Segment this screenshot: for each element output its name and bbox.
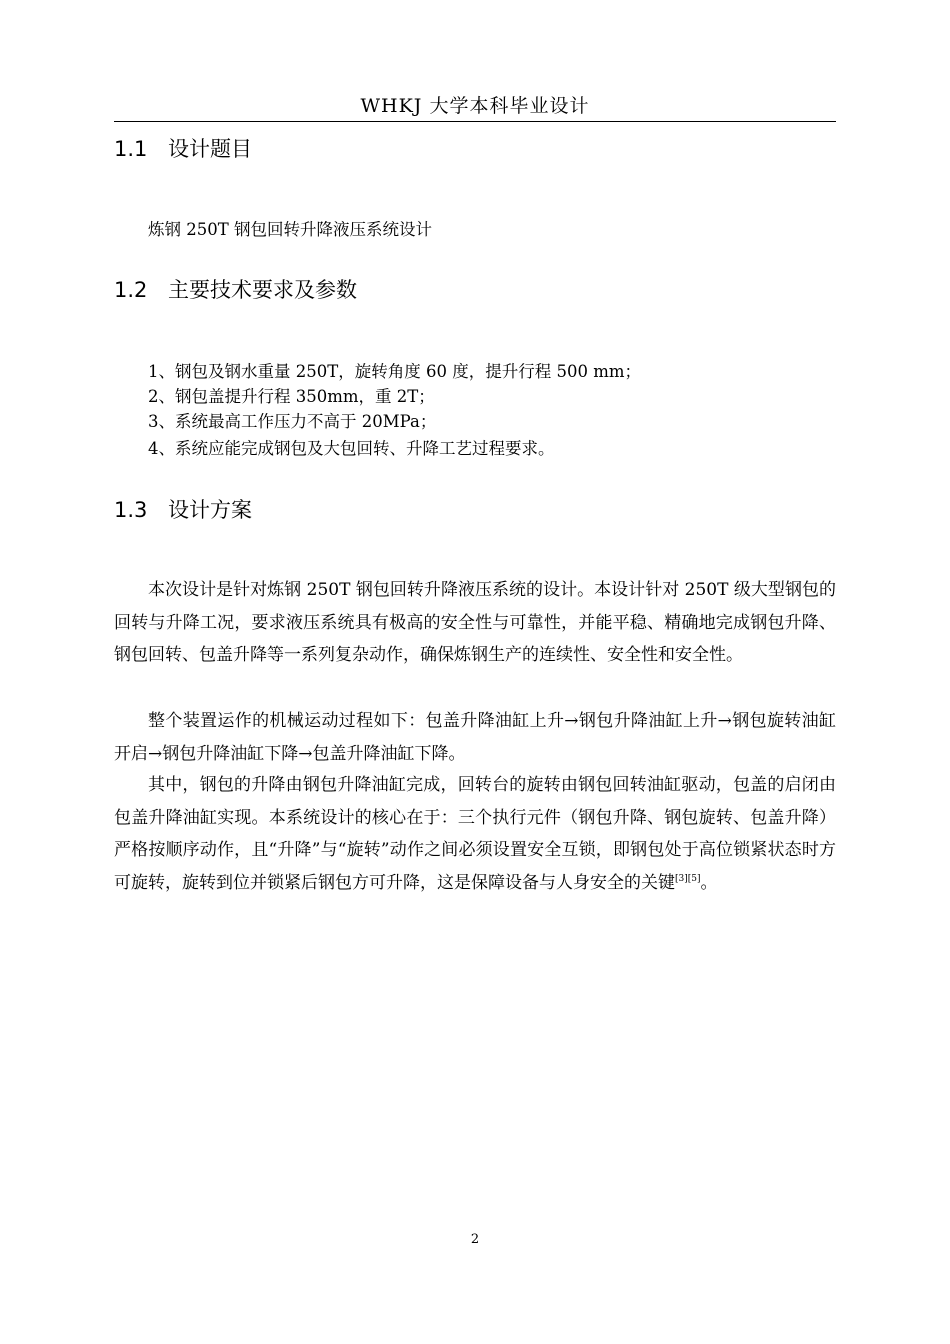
design-paragraph-3 — [114, 769, 836, 899]
design-paragraph-2: 整个装置运作的机械运动过程如下：包盖升降油缸上升→钢包升降油缸上升→钢包旋转油缸开启→钢包升降油缸下降→包盖升降油缸下降。 — [114, 711, 836, 764]
requirement-item: 1、钢包及钢水重量 250T，旋转角度 60 度，提升行程 500 mm； — [148, 362, 642, 381]
design-topic: 炼钢 250T 钢包回转升降液压系统设计 — [148, 220, 432, 239]
section-heading-1-1 — [114, 135, 252, 163]
requirement-item: 4、系统应能完成钢包及大包回转、升降工艺过程要求。 — [148, 439, 555, 458]
section-title: 主要技术要求及参数 — [168, 278, 357, 302]
design-paragraph-1: 本次设计是针对炼钢 250T 钢包回转升降液压系统的设计。本设计针对 250T 级大型钢包的回转与升降工况，要求液压系统具有极高的安全性与可靠性，并能平稳、精确地完成钢包升降、钢包回转、包盖升降等一系列复杂动作，确保炼钢生产的连续性、安全性和安全性。 — [114, 580, 836, 666]
section-heading-1-2 — [114, 276, 357, 304]
section-number: 1.2 — [114, 278, 148, 302]
requirement-item: 3、系统最高工作压力不高于 20MPa； — [148, 412, 437, 431]
section-title: 设计方案 — [168, 498, 252, 522]
section-number: 1.3 — [114, 498, 148, 522]
section-title: 设计题目 — [168, 137, 252, 161]
page-header: WHKJ 大学本科毕业设计 — [360, 95, 590, 117]
section-heading-1-3 — [114, 496, 252, 524]
requirement-item: 2、钢包盖提升行程 350mm，重 2T； — [148, 387, 435, 406]
section-number: 1.1 — [114, 137, 148, 161]
page-number: 2 — [470, 1232, 480, 1247]
header-rule — [114, 121, 836, 122]
paragraph-text: 其中，钢包的升降由钢包升降油缸完成，回转台的旋转由钢包回转油缸驱动，包盖的启闭由包盖升降油缸实现。本系统设计的核心在于：三个执行元件（钢包升降、钢包旋转、包盖升降）严格按顺序动作，且“升降”与“旋转”动作之间必须设置安全互锁，即钢包处于高位锁紧状态时方可旋转，旋转到位并锁紧后钢包方可升降，这是保障设备与人身安全的关键 — [114, 775, 836, 893]
citation: [3][5] — [675, 873, 701, 884]
paragraph-end: 。 — [700, 872, 718, 893]
